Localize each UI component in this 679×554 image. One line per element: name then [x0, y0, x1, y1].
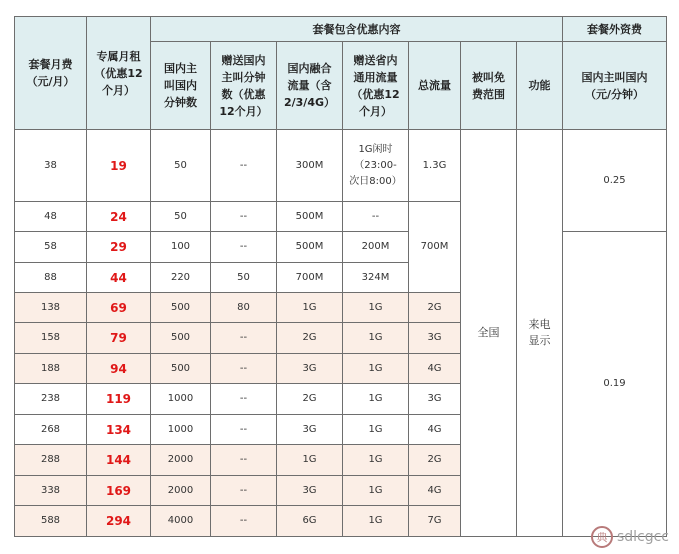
cell-domestic-rate: 0.19 [563, 232, 667, 537]
cell-fusion-traffic: 1G [277, 445, 343, 476]
cell-total-traffic: 4G [409, 476, 461, 506]
cell-monthly-fee: 48 [15, 202, 87, 232]
cell-features: 来电 显示 [517, 130, 563, 537]
cell-monthly-fee: 88 [15, 263, 87, 293]
cell-gift-province-traffic: 1G [343, 384, 409, 415]
cell-total-traffic: 2G [409, 445, 461, 476]
cell-gift-minutes: -- [211, 232, 277, 263]
cell-total-traffic: 3G [409, 384, 461, 415]
tariff-table [14, 16, 667, 537]
cell-free-call-scope: 全国 [461, 130, 517, 537]
cell-gift-province-traffic: 1G [343, 445, 409, 476]
cell-fusion-traffic: 2G [277, 384, 343, 415]
header-gift-province-traffic: 赠送省内 通用流量 （优惠12 个月） [343, 42, 409, 130]
cell-gift-minutes: 80 [211, 293, 277, 323]
cell-exclusive-rent: 24 [87, 202, 151, 232]
cell-gift-minutes: -- [211, 384, 277, 415]
watermark-logo-icon: 典 [591, 526, 613, 548]
cell-fusion-traffic: 2G [277, 323, 343, 354]
cell-total-traffic: 700M [409, 202, 461, 293]
cell-domestic-minutes: 2000 [151, 476, 211, 506]
cell-exclusive-rent: 79 [87, 323, 151, 354]
cell-monthly-fee: 38 [15, 130, 87, 202]
cell-gift-minutes: -- [211, 506, 277, 537]
cell-domestic-rate: 0.25 [563, 130, 667, 232]
cell-total-traffic: 1.3G [409, 130, 461, 202]
cell-exclusive-rent: 94 [87, 354, 151, 384]
header-gift-minutes: 赠送国内 主叫分钟 数（优惠 12个月） [211, 42, 277, 130]
cell-total-traffic: 4G [409, 415, 461, 445]
cell-domestic-minutes: 500 [151, 323, 211, 354]
header-outside-fees: 套餐外资费 [563, 17, 667, 42]
cell-exclusive-rent: 29 [87, 232, 151, 263]
cell-gift-province-traffic: -- [343, 202, 409, 232]
cell-exclusive-rent: 119 [87, 384, 151, 415]
watermark [591, 526, 669, 548]
table-row [15, 130, 667, 202]
header-features: 功能 [517, 42, 563, 130]
cell-gift-minutes: -- [211, 354, 277, 384]
cell-domestic-minutes: 4000 [151, 506, 211, 537]
cell-gift-minutes: 50 [211, 263, 277, 293]
cell-gift-minutes: -- [211, 130, 277, 202]
cell-monthly-fee: 588 [15, 506, 87, 537]
cell-gift-province-traffic: 1G [343, 293, 409, 323]
cell-exclusive-rent: 69 [87, 293, 151, 323]
cell-fusion-traffic: 500M [277, 232, 343, 263]
header-package-includes: 套餐包含优惠内容 [151, 17, 563, 42]
header-fusion-traffic: 国内融合 流量（含 2/3/4G） [277, 42, 343, 130]
cell-gift-minutes: -- [211, 445, 277, 476]
cell-total-traffic: 3G [409, 323, 461, 354]
cell-domestic-minutes: 500 [151, 354, 211, 384]
cell-monthly-fee: 238 [15, 384, 87, 415]
cell-gift-minutes: -- [211, 323, 277, 354]
cell-domestic-minutes: 50 [151, 202, 211, 232]
watermark-text: sdlcgcc [616, 529, 669, 545]
cell-monthly-fee: 188 [15, 354, 87, 384]
cell-gift-minutes: -- [211, 415, 277, 445]
cell-exclusive-rent: 19 [87, 130, 151, 202]
cell-exclusive-rent: 144 [87, 445, 151, 476]
header-domestic-minutes: 国内主 叫国内 分钟数 [151, 42, 211, 130]
cell-monthly-fee: 158 [15, 323, 87, 354]
cell-gift-province-traffic: 1G [343, 323, 409, 354]
cell-domestic-minutes: 100 [151, 232, 211, 263]
cell-fusion-traffic: 3G [277, 354, 343, 384]
cell-exclusive-rent: 169 [87, 476, 151, 506]
cell-fusion-traffic: 1G [277, 293, 343, 323]
cell-gift-province-traffic: 200M [343, 232, 409, 263]
cell-domestic-minutes: 2000 [151, 445, 211, 476]
cell-domestic-minutes: 50 [151, 130, 211, 202]
cell-exclusive-rent: 44 [87, 263, 151, 293]
cell-total-traffic: 2G [409, 293, 461, 323]
cell-fusion-traffic: 6G [277, 506, 343, 537]
header-monthly-fee: 套餐月费 （元/月） [15, 17, 87, 130]
header-domestic-rate: 国内主叫国内 （元/分钟） [563, 42, 667, 130]
cell-gift-province-traffic: 1G闲时 （23:00- 次日8:00） [343, 130, 409, 202]
cell-gift-province-traffic: 324M [343, 263, 409, 293]
cell-gift-province-traffic: 1G [343, 476, 409, 506]
cell-domestic-minutes: 1000 [151, 415, 211, 445]
cell-fusion-traffic: 300M [277, 130, 343, 202]
header-total-traffic: 总流量 [409, 42, 461, 130]
cell-monthly-fee: 268 [15, 415, 87, 445]
header-free-call-scope: 被叫免 费范围 [461, 42, 517, 130]
cell-gift-province-traffic: 1G [343, 415, 409, 445]
cell-fusion-traffic: 500M [277, 202, 343, 232]
cell-monthly-fee: 338 [15, 476, 87, 506]
cell-fusion-traffic: 700M [277, 263, 343, 293]
cell-gift-minutes: -- [211, 476, 277, 506]
cell-total-traffic: 7G [409, 506, 461, 537]
header-exclusive-rent: 专属月租 （优惠12 个月） [87, 17, 151, 130]
cell-monthly-fee: 138 [15, 293, 87, 323]
cell-fusion-traffic: 3G [277, 476, 343, 506]
cell-gift-province-traffic: 1G [343, 354, 409, 384]
cell-domestic-minutes: 220 [151, 263, 211, 293]
cell-monthly-fee: 288 [15, 445, 87, 476]
cell-monthly-fee: 58 [15, 232, 87, 263]
cell-gift-province-traffic: 1G [343, 506, 409, 537]
cell-fusion-traffic: 3G [277, 415, 343, 445]
table-row [15, 232, 667, 263]
cell-exclusive-rent: 134 [87, 415, 151, 445]
cell-domestic-minutes: 1000 [151, 384, 211, 415]
cell-total-traffic: 4G [409, 354, 461, 384]
cell-exclusive-rent: 294 [87, 506, 151, 537]
cell-domestic-minutes: 500 [151, 293, 211, 323]
cell-gift-minutes: -- [211, 202, 277, 232]
